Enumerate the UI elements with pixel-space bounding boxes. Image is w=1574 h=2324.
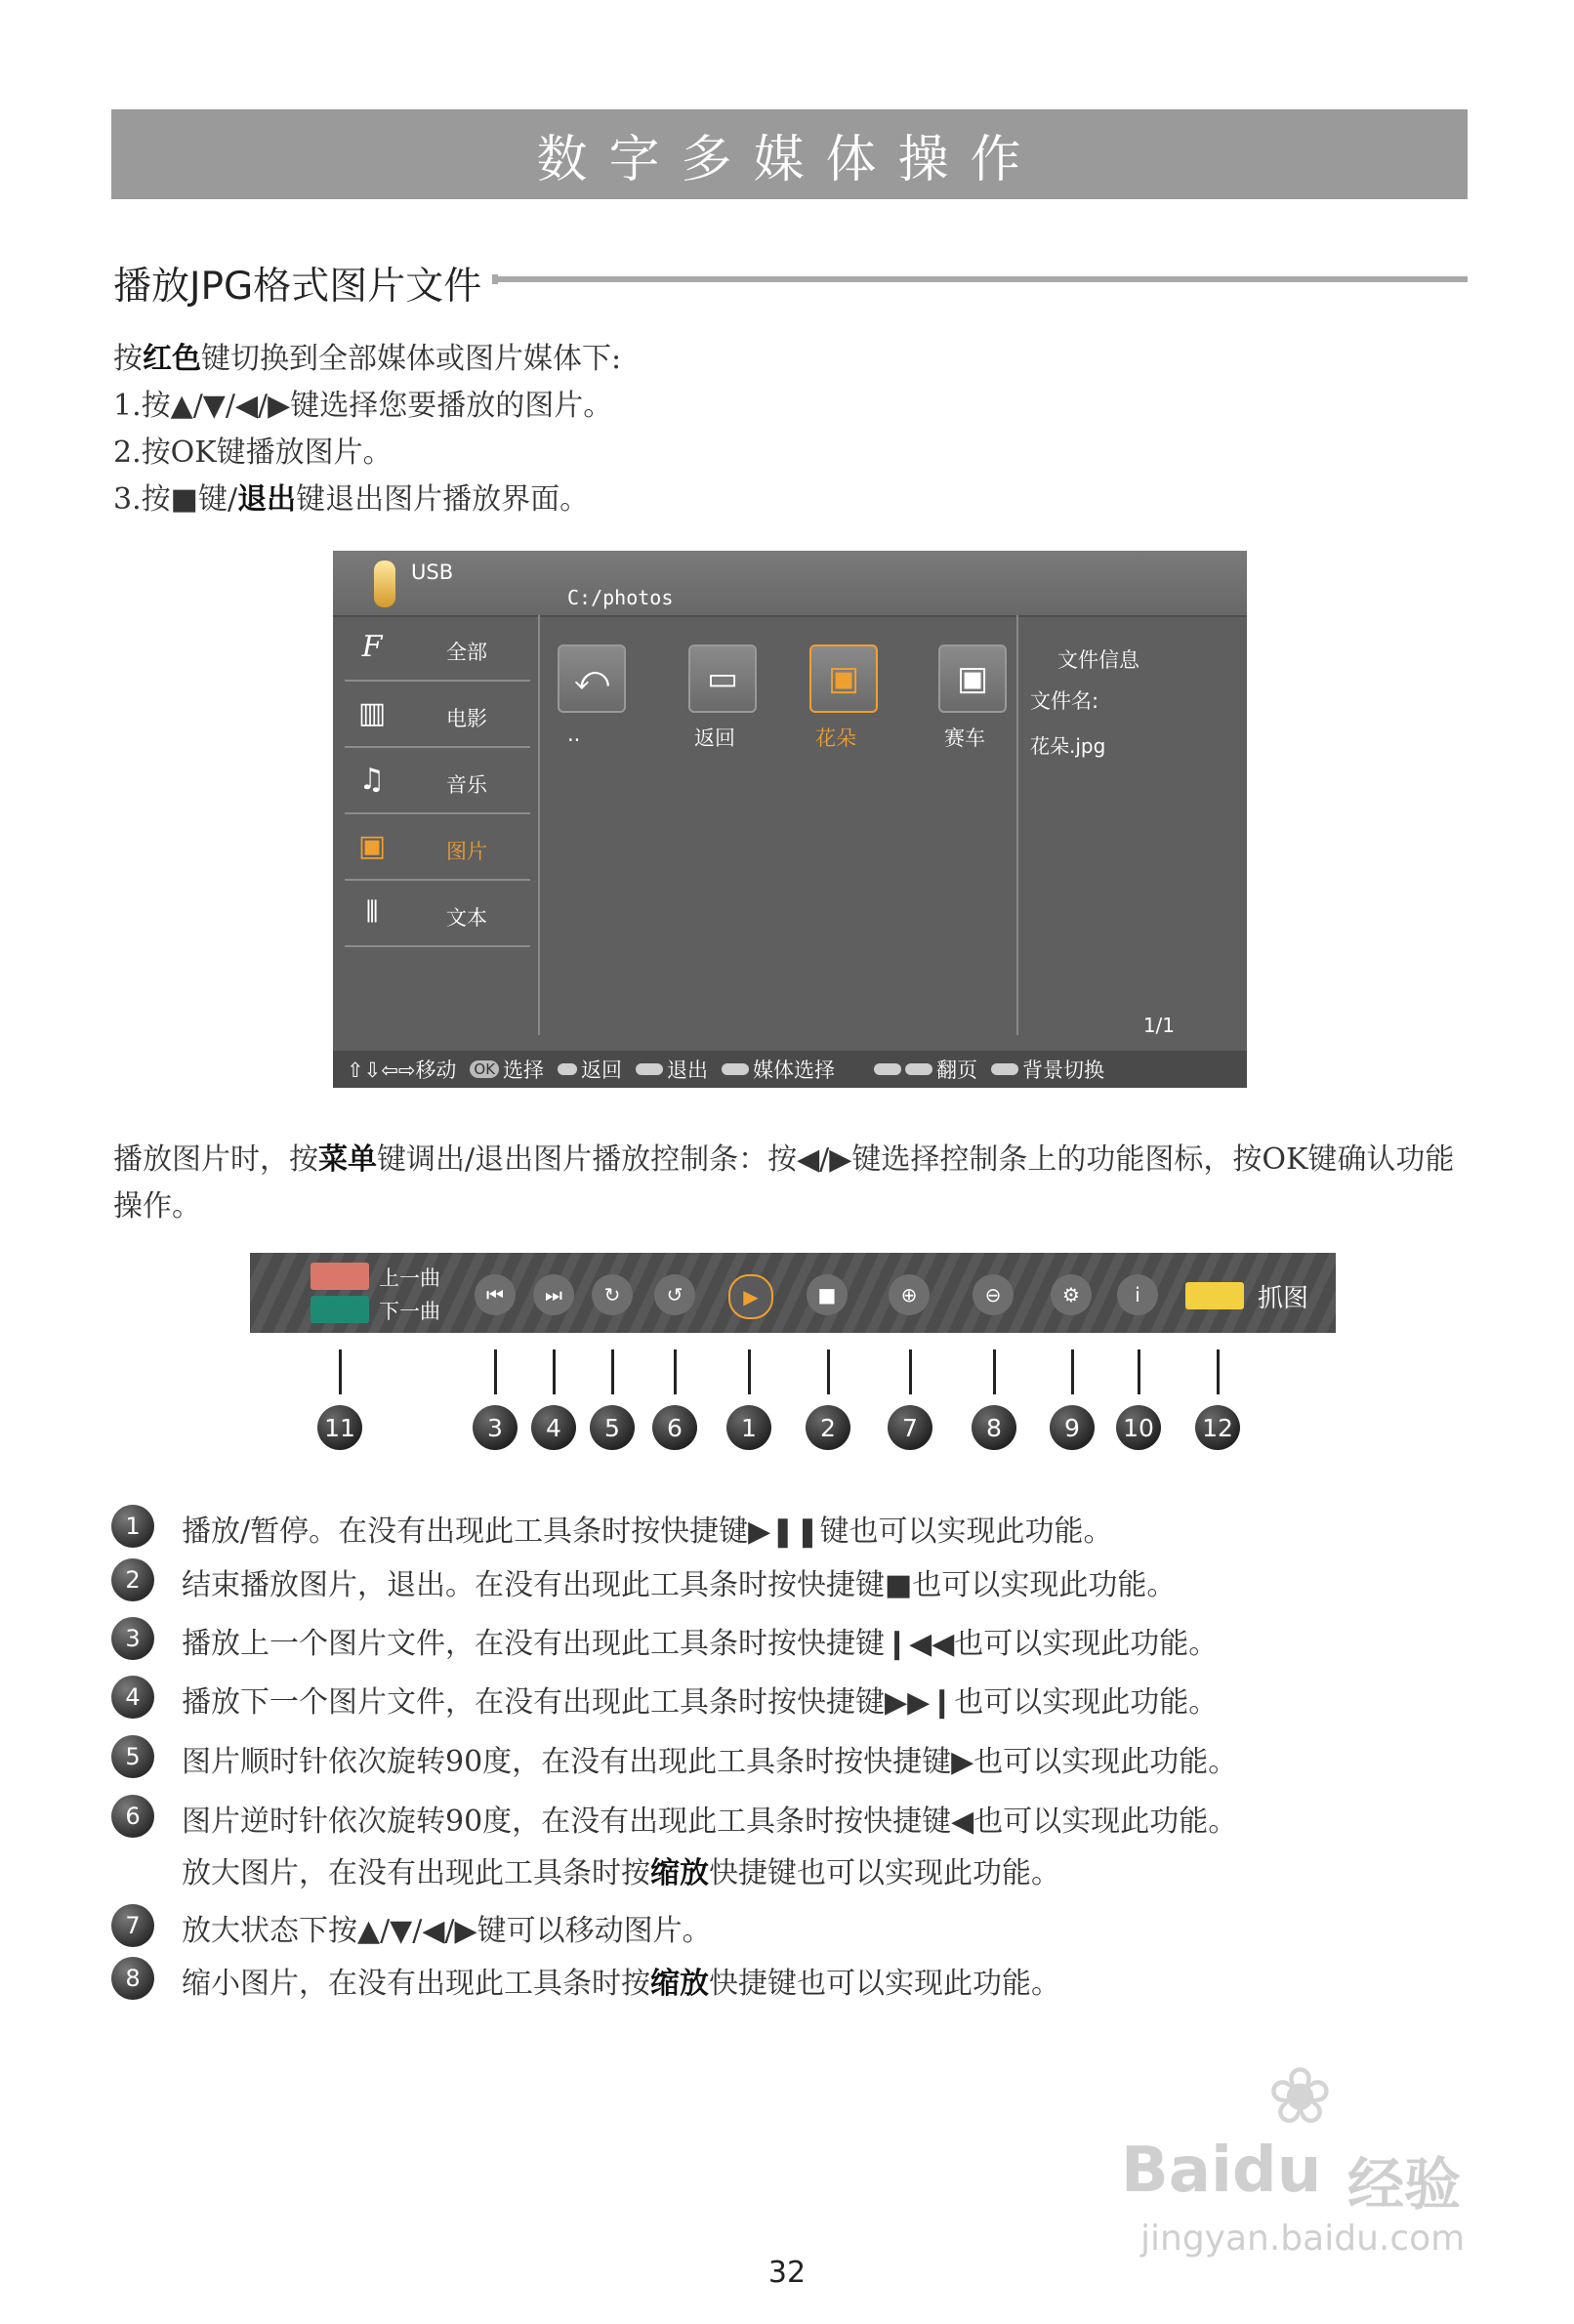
hint-media: 媒体选择 — [722, 1055, 835, 1084]
hint-page: 翻页 — [874, 1055, 977, 1084]
color-key-icon — [991, 1063, 1018, 1075]
sidebar-item-all[interactable] — [345, 615, 530, 682]
list-item: 图片顺时针依次旋转90度，在没有出现此工具条时按快捷键▶也可以实现此功能。 — [182, 1745, 1238, 1779]
callout-line — [674, 1349, 677, 1394]
tile-parent-dir[interactable] — [558, 644, 626, 713]
sidebar-item-label: 文本 — [446, 906, 487, 930]
photo-icon: ▣ — [357, 828, 387, 863]
hint-move: ⇧⇩⇦⇨移动 — [347, 1058, 457, 1082]
zoom-out-button[interactable]: ⊖ — [973, 1274, 1014, 1315]
info-button[interactable]: i — [1117, 1274, 1158, 1315]
callout-badge: 4 — [531, 1405, 576, 1450]
sidebar-item-label: 音乐 — [446, 773, 487, 797]
callout-line — [827, 1349, 830, 1394]
intro-text — [113, 336, 1461, 523]
hint-bg: 背景切换 — [991, 1055, 1104, 1084]
image-file-icon: ▣ — [956, 659, 989, 698]
media-browser-screenshot — [333, 551, 1247, 1088]
list-item: 缩小图片，在没有出现此工具条时按缩放快捷键也可以实现此功能。 — [182, 1967, 1060, 2001]
film-icon: ▥ — [357, 695, 387, 730]
callout-line — [553, 1349, 556, 1394]
list-item: 图片逆时针依次旋转90度，在没有出现此工具条时按快捷键◀也可以实现此功能。 — [182, 1805, 1238, 1839]
sidebar-item-photo[interactable] — [345, 814, 530, 881]
watermark-brand-cn: 经验 — [1347, 2151, 1462, 2218]
sidebar-item-movie[interactable] — [345, 682, 530, 748]
list-item: 结束播放图片，退出。在没有出现此工具条时按快捷键■也可以实现此功能。 — [182, 1568, 1177, 1602]
file-grid — [540, 615, 1018, 1035]
file-info-panel — [1018, 615, 1247, 1035]
sidebar-item-label: 全部 — [446, 641, 487, 664]
settings-button[interactable]: ⚙ — [1051, 1274, 1092, 1315]
callout-badge: 8 — [972, 1405, 1016, 1450]
callout-badge: 5 — [590, 1405, 635, 1450]
hint-bar — [333, 1051, 1247, 1088]
color-key-icon — [722, 1063, 749, 1075]
paw-icon: ❀ — [1267, 2051, 1334, 2141]
next-label: 下一曲 — [379, 1300, 440, 1323]
watermark-brand: Baidu — [1121, 2135, 1322, 2207]
playback-control-bar — [250, 1253, 1336, 1333]
info-title: 文件信息 — [1057, 648, 1139, 672]
folder-icon: ▭ — [706, 659, 739, 698]
page-title: 数字多媒体操作 — [536, 130, 1043, 189]
hint-select: OK 选择 — [470, 1055, 544, 1084]
text-icon: ⫴ — [365, 894, 379, 930]
page-number: 32 — [767, 2256, 807, 2290]
list-badge: 4 — [111, 1676, 154, 1719]
callout-line — [1071, 1349, 1074, 1394]
list-item: 播放/暂停。在没有出现此工具条时按快捷键▶❚❚键也可以实现此功能。 — [182, 1515, 1113, 1549]
capture-key-icon[interactable] — [1185, 1282, 1244, 1309]
callout-badge: 9 — [1050, 1405, 1095, 1450]
callout-line — [748, 1349, 751, 1394]
rotate-counterclockwise-button[interactable]: ↺ — [654, 1274, 695, 1315]
next-key-icon — [311, 1296, 369, 1323]
callout-badge: 12 — [1195, 1405, 1240, 1450]
media-topbar — [333, 551, 1247, 617]
list-item: 放大状态下按▲/▼/◀/▶键可以移动图片。 — [182, 1914, 712, 1948]
usb-label: USB — [411, 560, 454, 584]
zoom-in-button[interactable]: ⊕ — [889, 1274, 930, 1315]
sidebar-item-music[interactable] — [345, 748, 530, 814]
tile-flower[interactable] — [809, 644, 878, 713]
list-badge: 8 — [111, 1957, 154, 2000]
callout-badge: 10 — [1116, 1405, 1161, 1450]
intro-line-3: 2.按OK键播放图片。 — [113, 436, 393, 470]
list-item: 播放上一个图片文件，在没有出现此工具条时按快捷键❙◀◀也可以实现此功能。 — [182, 1627, 1219, 1661]
zoom-in-note: 放大图片，在没有出现此工具条时按缩放快捷键也可以实现此功能。 — [182, 1856, 1060, 1890]
callout-badge: 11 — [317, 1405, 362, 1450]
list-badge: 7 — [111, 1904, 154, 1947]
callout-line — [339, 1349, 342, 1394]
hint-back: 返回 — [558, 1055, 622, 1084]
callout-line — [1217, 1349, 1220, 1394]
prev-label: 上一曲 — [379, 1266, 440, 1290]
intro-line-4: 3.按■键/退出键退出图片播放界面。 — [113, 482, 590, 517]
list-badge: 6 — [111, 1795, 154, 1838]
callout-line — [611, 1349, 614, 1394]
sidebar-item-label: 图片 — [446, 840, 487, 863]
music-icon: ♫ — [358, 762, 386, 797]
callout-badge: 6 — [652, 1405, 697, 1450]
color-key-icon — [905, 1063, 932, 1075]
usb-icon — [374, 560, 395, 607]
play-pause-button[interactable]: ▶ — [728, 1274, 773, 1319]
callout-badge: 1 — [726, 1405, 771, 1450]
media-sidebar — [333, 615, 540, 1035]
ok-key-icon: OK — [470, 1060, 499, 1078]
tile-racing[interactable] — [938, 644, 1007, 713]
section-heading: 播放JPG格式图片文件 — [113, 265, 482, 309]
callout-line — [1138, 1349, 1140, 1394]
callout-line — [993, 1349, 996, 1394]
watermark — [1121, 2051, 1512, 2275]
list-badge: 2 — [111, 1558, 154, 1601]
list-badge: 1 — [111, 1505, 154, 1548]
back-key-icon — [558, 1063, 577, 1075]
callout-line — [494, 1349, 497, 1394]
all-media-icon: F — [361, 629, 383, 664]
tile-label: .. — [567, 723, 581, 746]
prev-key-icon — [311, 1263, 369, 1290]
tile-label: 返回 — [694, 726, 735, 750]
back-arrow-icon: ⤺ — [573, 659, 610, 698]
capture-label: 抓图 — [1258, 1284, 1309, 1313]
info-name-label: 文件名: — [1030, 689, 1099, 713]
stop-button[interactable]: ■ — [807, 1274, 848, 1315]
tile-return[interactable] — [688, 644, 757, 713]
section-rule — [492, 276, 1468, 282]
tile-label: 花朵 — [815, 726, 856, 750]
control-bar-description: 播放图片时，按菜单键调出/退出图片播放控制条：按◀/▶键选择控制条上的功能图标，按OK键确认功能操作。 — [113, 1142, 1455, 1224]
intro-line-2: 1.按▲/▼/◀/▶键选择您要播放的图片。 — [113, 389, 613, 423]
header-bar — [111, 109, 1468, 199]
sidebar-item-label: 电影 — [446, 707, 487, 730]
rotate-clockwise-button[interactable]: ↻ — [592, 1274, 633, 1315]
image-file-icon: ▣ — [827, 659, 860, 698]
callout-line — [909, 1349, 912, 1394]
callout-badge: 2 — [806, 1405, 850, 1450]
list-badge: 3 — [111, 1617, 154, 1660]
list-badge: 5 — [111, 1735, 154, 1778]
callout-badge: 7 — [888, 1405, 932, 1450]
info-name-value: 花朵.jpg — [1030, 734, 1106, 758]
previous-button[interactable]: ⏮ — [475, 1274, 516, 1315]
hint-exit: 退出 — [636, 1055, 708, 1084]
watermark-url: jingyan.baidu.com — [1140, 2219, 1466, 2259]
tile-label: 赛车 — [944, 726, 985, 750]
exit-key-icon — [636, 1063, 663, 1075]
path-label: C:/photos — [567, 586, 674, 609]
list-item: 播放下一个图片文件，在没有出现此工具条时按快捷键▶▶❙也可以实现此功能。 — [182, 1685, 1219, 1720]
sidebar-item-text[interactable] — [345, 881, 530, 947]
next-button[interactable]: ⏭ — [533, 1274, 574, 1315]
callout-badge: 3 — [473, 1405, 518, 1450]
intro-line-1: 按红色键切换到全部媒体或图片媒体下: — [113, 342, 622, 376]
color-key-icon — [874, 1063, 901, 1075]
page-count: 1/1 — [1142, 1014, 1175, 1037]
